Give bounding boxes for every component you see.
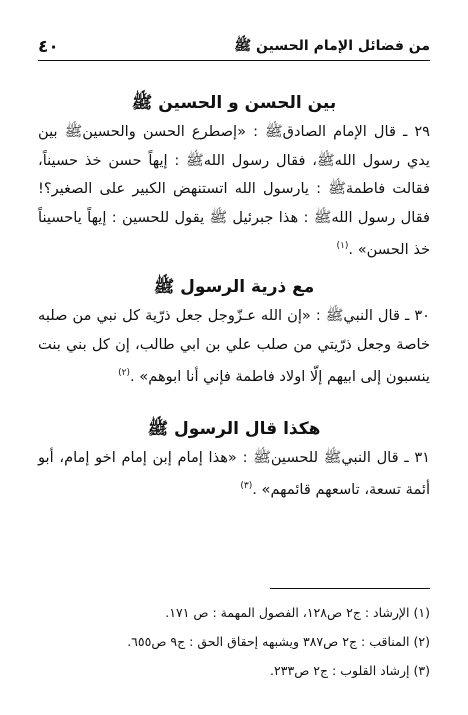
hadith-paragraph xyxy=(38,444,430,505)
footnote-ref: (٢) xyxy=(118,368,131,379)
footnotes xyxy=(38,598,430,685)
footnote-ref: (١) xyxy=(336,241,349,251)
running-title: من فضائل الإمام الحسين ﷺ xyxy=(234,38,430,54)
main-text xyxy=(38,88,430,505)
footnote: (٣) إرشاد القلوب : ج٢ ص٢٣٣. xyxy=(270,663,430,678)
hadith-text: ٣١ ـ قال النبيﷺ للحسينﷺ : «هذا إمام إبن إمام اخو إمام، أبو أئمة تسعة، تاسعهم قائمهم» . xyxy=(38,448,430,499)
footnote: (٢) المناقب : ج٢ ص٣٨٧ ويشبهه إحقاق الحق : ج٩ ص٦٥٥. xyxy=(127,634,430,649)
section-heading: مع ذرية الرسول ﷺ xyxy=(153,277,315,298)
hadith-text: ٢٩ ـ قال الإمام الصادقﷺ : «إصطرع الحسن والحسينﷺ بين يدي رسول اللهﷺ، فقال رسول اللهﷺ : إيهاً حسن خذ حسيناً، فقالت فاطمةﷺ : يارسول الله اتستنهض الكبير على الصغير؟! فقال رسول اللهﷺ : هذا جبرئيل ﷺ يقول للحسين : إيهاً ياحسيناً خذ الحسن» . xyxy=(38,123,430,258)
hadith-paragraph xyxy=(38,302,430,391)
footnote-divider xyxy=(270,588,430,589)
section-heading: هكذا قال الرسول ﷺ xyxy=(147,418,321,439)
footnote-ref: (٣) xyxy=(240,481,253,492)
hadith-paragraph xyxy=(38,118,430,264)
page-number: ٤٠ xyxy=(38,37,59,57)
footnote: (١) الإرشاد : ج٢ ص١٢٨، الفصول المهمة : ص ١٧١. xyxy=(165,605,430,620)
section-heading: بين الحسن و الحسين ﷺ xyxy=(131,93,337,113)
hadith-text: ٣٠ ـ قال النبيﷺ : «إن الله عـزّوجل جعل ذرّية كل نبي من صلبه خاصة وجعل ذرّيتي من صلب علي بن ابي طالب، إن كل بني بنت ينسبون إلى ابيهم إلّا اولاد فاطمة فإني أنا ابوهم» . xyxy=(38,307,430,386)
page-header xyxy=(38,34,430,61)
